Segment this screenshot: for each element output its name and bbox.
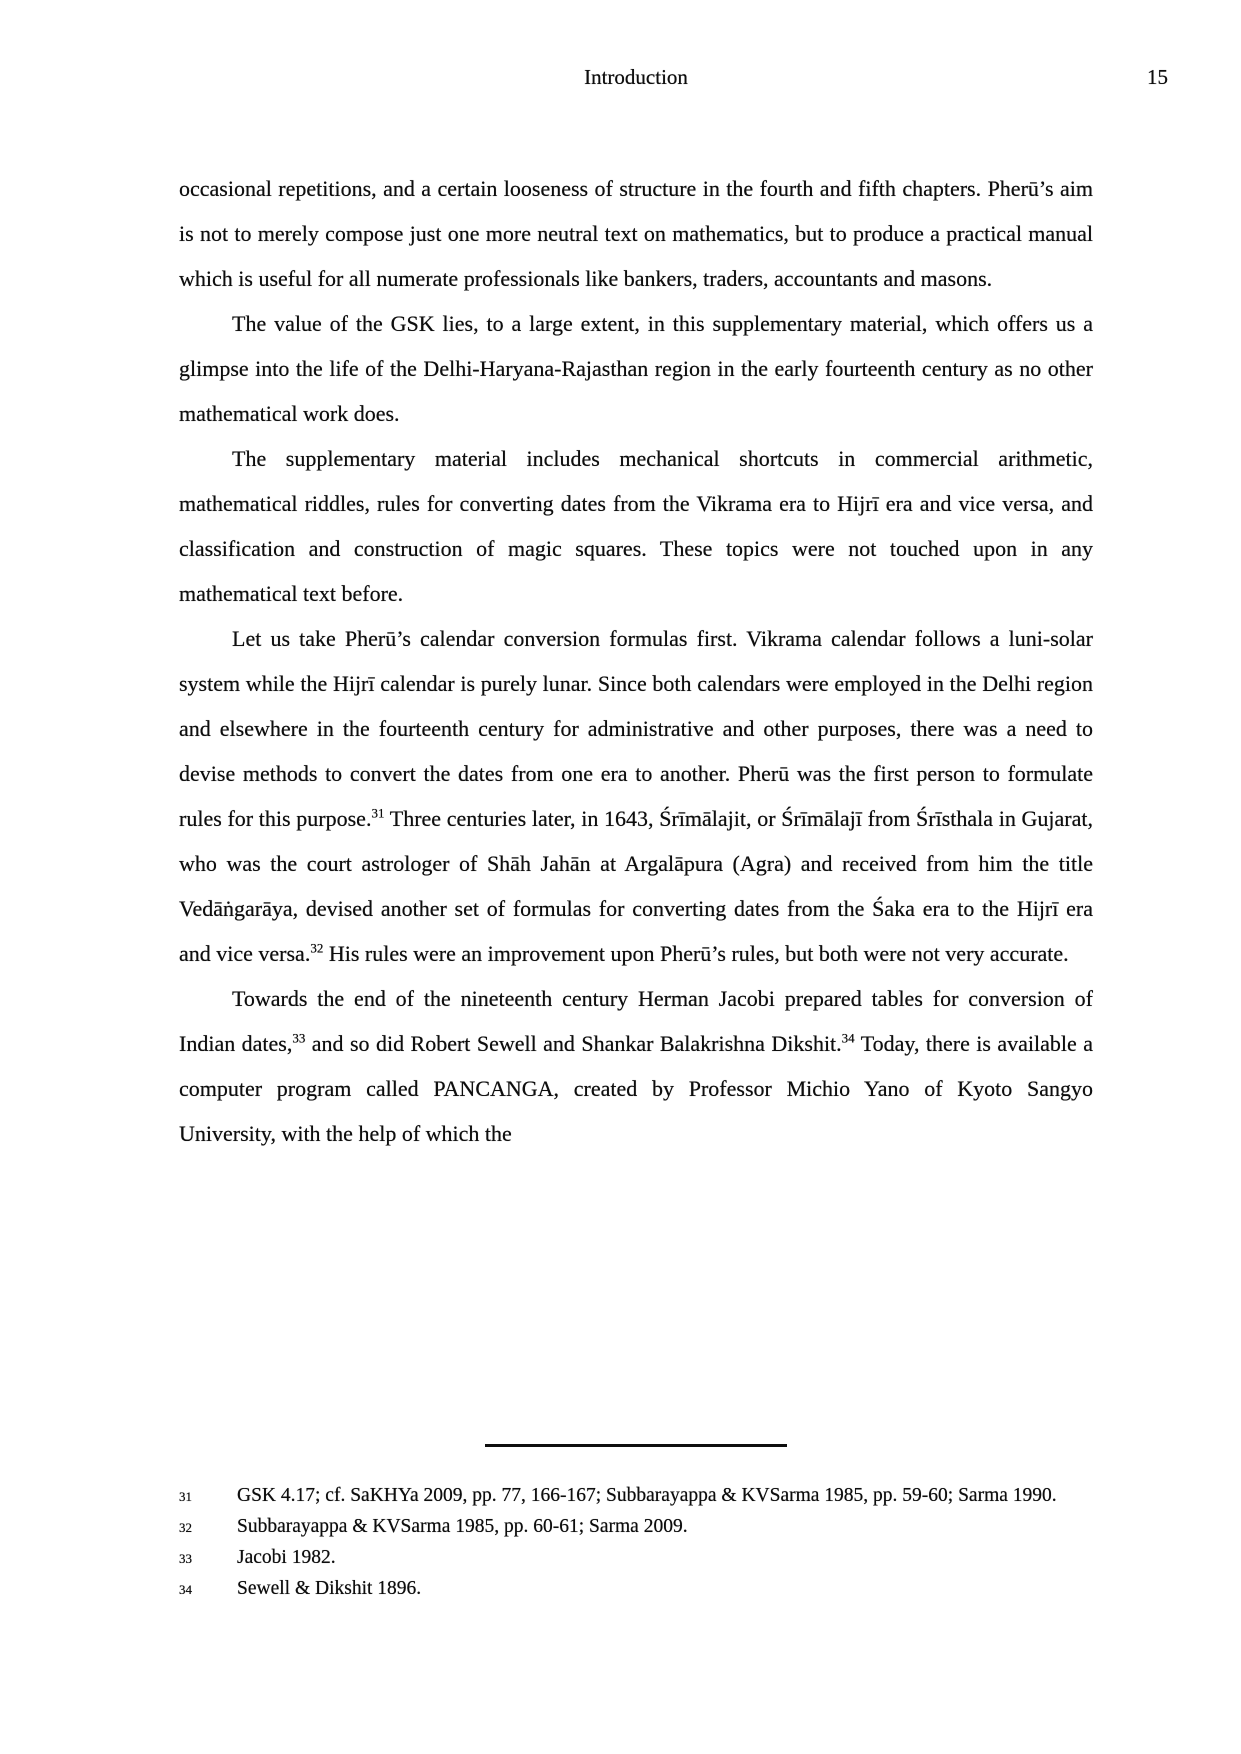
paragraph: The value of the GSK lies, to a large extent, in this supplementary material, which offers us a glimpse into the life of the Delhi-Haryana-Rajasthan region in the early fourteenth century as no other mathematical work does. xyxy=(179,311,1093,426)
footnote-text: Subbarayappa & KVSarma 1985, pp. 60-61; Sarma 2009. xyxy=(237,1516,688,1537)
footnote-text: GSK 4.17; cf. SaKHYa 2009, pp. 77, 166-167; Subbarayappa & KVSarma 1985, pp. 59-60; Sarma 1990. xyxy=(237,1485,1057,1506)
paragraph: occasional repetitions, and a certain looseness of structure in the fourth and fifth chapters. Pherū’s aim is not to merely compose just one more neutral text on mathematics, but to produce a practical manual which is useful for all numerate professionals like bankers, traders, accountants and masons. xyxy=(179,176,1093,291)
footnote-number: 33 xyxy=(179,1551,192,1566)
footnote-marker: 31 xyxy=(371,805,385,821)
footnote-marker: 34 xyxy=(841,1030,855,1046)
footnote-separator xyxy=(485,1444,787,1447)
footnote xyxy=(179,1543,1093,1574)
footnote xyxy=(179,1481,1093,1512)
page-number: 15 xyxy=(1147,65,1168,89)
body-text xyxy=(179,166,1093,1156)
footnote-number: 34 xyxy=(179,1582,192,1597)
footnote xyxy=(179,1512,1093,1543)
footnote-text: Sewell & Dikshit 1896. xyxy=(237,1578,422,1599)
footnotes xyxy=(179,1481,1093,1605)
footnote-marker: 32 xyxy=(310,940,324,956)
footnote-number: 31 xyxy=(179,1489,192,1504)
paragraph: The supplementary material includes mechanical shortcuts in commercial arithmetic, mathematical riddles, rules for converting dates from the Vikrama era to Hijrī era and vice versa, and classification and construction of magic squares. These topics were not touched upon in any mathematical text before. xyxy=(179,446,1093,606)
paragraph: Let us take Pherū’s calendar conversion formulas first. Vikrama calendar follows a luni-solar system while the Hijrī calendar is purely lunar. Since both calendars were employed in the Delhi region and elsewhere in the fourteenth century for administrative and other purposes, there was a need to devise methods to convert the dates from one era to another. Pherū was the first person to formulate rules for this purpose.$^{31}$ Three centuries later, in 1643, Śrīmālajit, or Śrīmālajī from Śrīsthala in Gujarat, who was the court astrologer of Shāh Jahān at Argalāpura (Agra) and received from him the title Vedāṅgarāya, devised another set of formulas for converting dates from the Śaka era to the Hijrī era and vice versa.$^{32}$ His rules were an improvement upon Pherū’s rules, but both were not very accurate. xyxy=(179,626,1093,966)
footnote-marker: 33 xyxy=(292,1030,306,1046)
running-head-title: Introduction xyxy=(584,65,688,89)
footnote xyxy=(179,1574,1093,1605)
footnote-number: 32 xyxy=(179,1520,192,1535)
footnote-text: Jacobi 1982. xyxy=(237,1547,336,1568)
paragraph: Towards the end of the nineteenth century Herman Jacobi prepared tables for conversion of Indian dates,$^{33}$ and so did Robert Sewell and Shankar Balakrishna Dikshit.$^{34}$ Today, there is available a computer program called PANCANGA, created by Professor Michio Yano of Kyoto Sangyo University, with the help of which the xyxy=(179,986,1093,1146)
